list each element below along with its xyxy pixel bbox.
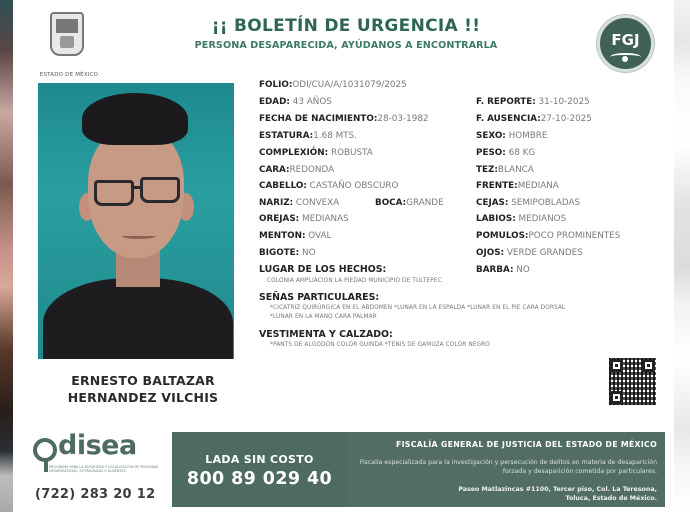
field-folio (259, 80, 407, 90)
location-pin-icon (33, 438, 57, 462)
field-value: 28-03-1982 (377, 114, 429, 124)
lugar-hechos-title: LUGAR DE LOS HECHOS: (259, 264, 387, 275)
field-value: 43 AÑOS (289, 97, 332, 107)
field-orejas (259, 214, 349, 224)
field-tez (476, 165, 534, 175)
field-label: BOCA: (375, 198, 407, 208)
vestimenta-title: VESTIMENTA Y CALZADO: (259, 329, 393, 340)
field-estatura (259, 131, 357, 141)
field-label: FOLIO: (259, 80, 293, 90)
person-photo (38, 83, 234, 359)
field-label: COMPLEXIÓN: (259, 148, 329, 158)
field-label: CEJAS: (476, 198, 509, 208)
fiscalia-address (357, 485, 657, 503)
field-labios (476, 214, 566, 224)
state-name: ESTADO DE MÉXICO (39, 72, 99, 78)
field-label: FRENTE: (476, 181, 518, 191)
field-edad (259, 97, 332, 107)
field-cara (259, 165, 334, 175)
field-cejas (476, 198, 580, 208)
toll-free-label: LADA SIN COSTO (205, 453, 314, 466)
fiscalia-description: Fiscalía especializada para la investigación y persecución de delitos en materia de desaparición forzada y desaparición cometida por particulares. (359, 459, 657, 475)
field-label: CABELLO: (259, 181, 307, 191)
toll-free-box (172, 432, 347, 507)
person-name (38, 372, 248, 406)
qr-finder-top-right (642, 359, 655, 372)
field-value: SEMIPOBLADAS (508, 198, 581, 208)
field-value: VERDE GRANDES (504, 248, 583, 258)
field-label: CARA: (259, 165, 290, 175)
field-label: BARBA: (476, 265, 514, 275)
vestimenta-line1: *PANTS DE ALGODÓN COLOR GUINDA *TENIS DE GAMUZA COLOR NEGRO (270, 342, 490, 348)
fiscalia-box (347, 432, 665, 507)
photo-mouth (122, 233, 156, 239)
odisea-logo (33, 432, 173, 510)
field-barba (476, 265, 530, 275)
background-photo-edge-left (0, 0, 13, 512)
field-fecha-nacimiento (259, 114, 429, 124)
field-menton (259, 231, 331, 241)
field-value: ROBUSTA (328, 148, 373, 158)
field-label: EDAD: (259, 97, 290, 107)
field-value: ODI/CUA/A/1031079/2025 (292, 80, 407, 90)
person-name-line1: ERNESTO BALTAZAR (71, 373, 215, 388)
field-frente (476, 181, 559, 191)
field-value: MEDIANOS (515, 214, 567, 224)
wings-icon (610, 53, 641, 61)
field-label: TEZ: (476, 165, 498, 175)
person-name-line2: HERNANDEZ VILCHIS (67, 390, 219, 405)
field-pomulos (476, 231, 620, 241)
photo-shirt (43, 278, 233, 359)
field-value: CONVEXA (293, 198, 340, 208)
field-bigote (259, 248, 316, 258)
field-value: 27-10-2025 (540, 114, 592, 124)
field-boca (375, 198, 444, 208)
fgj-logo (597, 15, 654, 72)
field-value: BLANCA (497, 165, 534, 175)
field-value: HOMBRE (505, 131, 548, 141)
qr-code[interactable] (607, 356, 658, 407)
qr-finder-bottom-left (610, 391, 623, 404)
field-cabello (259, 181, 398, 191)
field-fecha-ausencia (476, 114, 592, 124)
field-value: 1.68 MTS. (313, 131, 357, 141)
bulletin-title: ¡¡ BOLETÍN DE URGENCIA !! (211, 16, 481, 36)
glasses-right-lens (140, 177, 180, 203)
field-fecha-reporte (476, 97, 590, 107)
odisea-wordmark: disea (58, 430, 137, 461)
field-value: NO (299, 248, 316, 258)
field-value: MEDIANAS (299, 214, 349, 224)
field-label: F. REPORTE: (476, 97, 536, 107)
lugar-hechos-value: COLONIA AMPLIACION LA PIEDAD MUNICIPIO DE TULTEPEC (267, 278, 442, 284)
qr-finder-top-left (610, 359, 623, 372)
field-peso (476, 148, 535, 158)
field-label: F. AUSENCIA: (476, 114, 541, 124)
field-value: MEDIANA (517, 181, 559, 191)
field-value: REDONDA (289, 165, 335, 175)
background-photo-edge-right (674, 0, 690, 512)
fiscalia-address-line1: Paseo Matlazincas #1100, Tercer piso, Col. La Teresona, (458, 486, 657, 493)
glasses-left-lens (94, 180, 134, 206)
field-value: 68 KG (505, 148, 536, 158)
field-value: 31-10-2025 (535, 97, 590, 107)
field-label: OJOS: (476, 248, 505, 258)
glasses-bridge (132, 186, 142, 189)
field-label: FECHA DE NACIMIENTO: (259, 114, 378, 124)
field-label: BIGOTE: (259, 248, 300, 258)
field-sexo (476, 131, 547, 141)
field-label: PESO: (476, 148, 506, 158)
fiscalia-title: FISCALÍA GENERAL DE JUSTICIA DEL ESTADO DE MÉXICO (395, 440, 657, 449)
senas-particulares-line1: *CICATRIZ QUIRÚRGICA EN EL ABDOMEN *LUNAR EN LA ESPALDA *LUNAR EN EL PIE CARA DORSAL (270, 305, 566, 311)
field-value: CASTAÑO OBSCURO (306, 181, 399, 191)
field-label: SEXO: (476, 131, 506, 141)
field-nariz (259, 198, 339, 208)
senas-particulares-title: SEÑAS PARTICULARES: (259, 292, 380, 303)
field-value: OVAL (305, 231, 332, 241)
field-value: NO (513, 265, 530, 275)
odisea-description: PROGRAMA PARA LA BÚSQUEDA Y LOCALIZACIÓN DE PERSONAS DESAPARECIDAS, EXTRAVIADAS O AUSENTES (49, 465, 159, 474)
field-label: LABIOS: (476, 214, 516, 224)
field-label: POMULOS: (476, 231, 529, 241)
field-value: POCO PROMINENTES (528, 231, 621, 241)
field-label: OREJAS: (259, 214, 300, 224)
field-complexion (259, 148, 373, 158)
bulletin-subtitle: PERSONA DESAPARECIDA, AYÚDANOS A ENCONTRARLA (194, 40, 498, 51)
field-value: GRANDE (406, 198, 444, 208)
estado-de-mexico-logo (33, 10, 99, 78)
coat-of-arms-icon (50, 12, 84, 56)
odisea-phone: (722) 283 20 12 (35, 487, 156, 502)
fiscalia-address-line2: Toluca, Estado de México. (565, 495, 657, 502)
field-label: MENTON: (259, 231, 306, 241)
photo-hair (82, 93, 188, 145)
field-ojos (476, 248, 583, 258)
missing-person-bulletin (13, 0, 674, 512)
field-label: ESTATURA: (259, 131, 314, 141)
fgj-logo-text: FGJ (611, 31, 640, 49)
toll-free-number: 800 89 029 40 (186, 469, 333, 489)
field-label: NARIZ: (259, 198, 294, 208)
senas-particulares-line2: *LUNAR EN LA MANO CARA PALMAR (270, 314, 377, 320)
